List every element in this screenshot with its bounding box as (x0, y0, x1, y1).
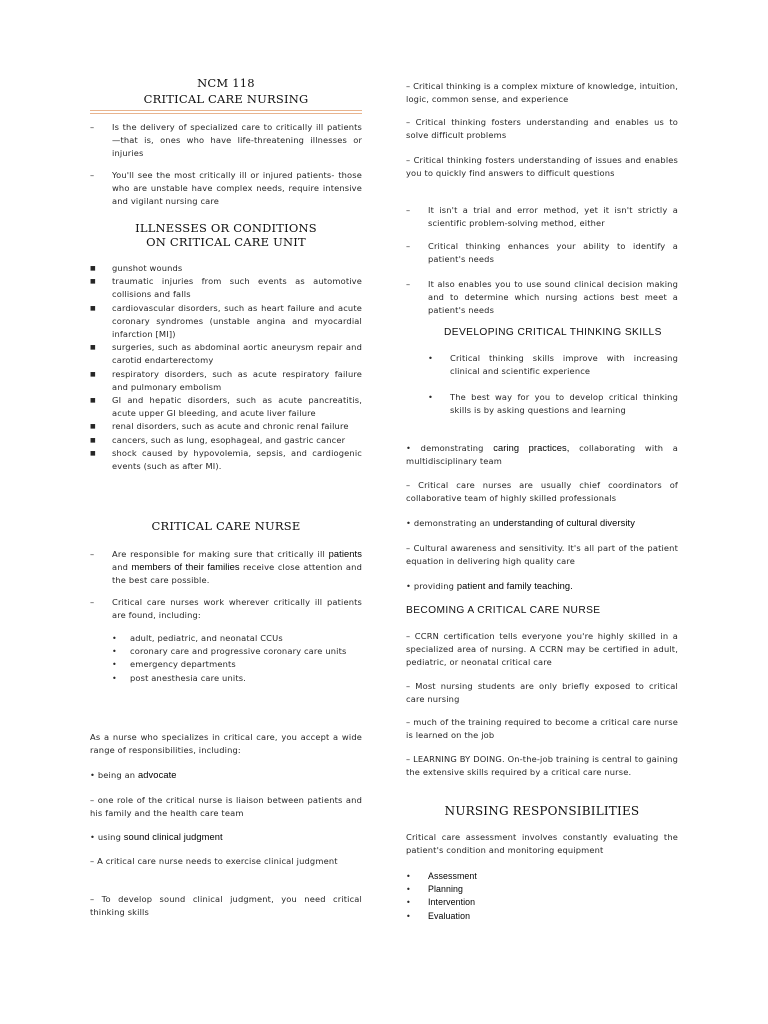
units-list (112, 632, 362, 685)
list-item: ■ shock caused by hypovolemia, sepsis, and cardiogenic events (such as after MI). (90, 447, 362, 473)
nurse-item: – Are responsible for making sure that critically ill patients and members of their families receive close attention and the best care possible. (90, 549, 362, 586)
assessment-text: Critical care assessment involves constantly evaluating the patient's condition and monitoring equipment (406, 832, 678, 856)
list-item: ■ respiratory disorders, such as acute respiratory failure and pulmonary embolism (90, 368, 362, 394)
list-item: • Planning (406, 884, 464, 895)
becoming-item: – Most nursing students are only briefly exposed to critical care nursing (406, 681, 678, 705)
demonstrating-caring: • demonstrating caring practices, collaborating with a multidisciplinary team (406, 443, 678, 467)
responsibilities-intro: As a nurse who specializes in critical care, you accept a wide range of responsibilities, including: (90, 732, 362, 756)
intro-item: – You'll see the most critically ill or injured patients- those who are unstable have complex needs, require intensive and vigilant nursing care (90, 170, 362, 207)
square-bullet-icon: ■ (90, 449, 96, 457)
nurse-item: – Critical care nurses work wherever critically ill patients are found, including: (90, 597, 362, 621)
list-item: • Evaluation (406, 910, 471, 921)
square-bullet-icon: ■ (90, 436, 96, 444)
developing-item: • The best way for you to develop critical thinking skills is by asking questions and learning (428, 392, 678, 416)
list-item: • post anesthesia care units. (112, 672, 246, 683)
ct-dash-item: – Critical thinking enhances your ability to identify a patient's needs (406, 241, 678, 265)
providing-teaching: • providing patient and family teaching. (406, 581, 573, 591)
becoming-item: – CCRN certification tells everyone you're highly skilled in a specialized area of nursing. A CCRN may be certified in adult, pediatric, or neonatal critical care (406, 631, 678, 668)
list-item: ■ GI and hepatic disorders, such as acute pancreatitis, acute upper GI bleeding, and acute liver failure (90, 394, 362, 420)
list-item: ■ cancers, such as lung, esophageal, and gastric cancer (90, 434, 362, 447)
square-bullet-icon: ■ (90, 304, 96, 312)
list-item: ■ surgeries, such as abdominal aortic aneurysm repair and carotid endarterectomy (90, 341, 362, 367)
ct-item: – Critical thinking is a complex mixture of knowledge, intuition, logic, common sense, and experience (406, 81, 678, 105)
list-item: ■ traumatic injuries from such events as automotive collisions and falls (90, 275, 362, 301)
conditions-heading-line1: ILLNESSES OR CONDITIONS (135, 221, 317, 235)
process-steps-list (406, 870, 678, 923)
liaison-text: – one role of the critical nurse is liaison between patients and his family and the health care team (90, 795, 362, 819)
coordinators-text: – Critical care nurses are usually chief coordinators of collaborative team of highly skilled professionals (406, 480, 678, 504)
square-bullet-icon: ■ (90, 278, 96, 286)
becoming-heading: BECOMING A CRITICAL CARE NURSE (406, 605, 601, 616)
ct-dash-item: – It also enables you to use sound clinical decision making and to determine which nursing actions best meet a patient's needs (406, 279, 678, 316)
becoming-item: – LEARNING BY DOING. On-the-job training is central to gaining the extensive skills required by a critical care nurse. (406, 754, 678, 778)
list-item: • coronary care and progressive coronary care units (112, 646, 347, 657)
intro-item: – Is the delivery of specialized care to critically ill patients—that is, ones who have life-threatening illnesses or injuries (90, 122, 362, 159)
title-divider (90, 110, 362, 114)
list-item: • Assessment (406, 871, 477, 881)
developing-heading: DEVELOPING CRITICAL THINKING SKILLS (444, 327, 662, 338)
using-judgment: • using sound clinical judgment (90, 832, 223, 842)
ct-item: – Critical thinking fosters understanding and enables us to solve difficult problems (406, 117, 678, 141)
list-item: ■ gunshot wounds (90, 262, 362, 275)
list-item: • Intervention (406, 897, 476, 908)
develop-judgment: – To develop sound clinical judgment, you need critical thinking skills (90, 894, 362, 918)
being-advocate: • being an advocate (90, 770, 177, 780)
square-bullet-icon: ■ (90, 397, 96, 405)
developing-item: • Critical thinking skills improve with increasing clinical and scientific experience (428, 353, 678, 377)
demonstrating-cultural: • demonstrating an understanding of cultural diversity (406, 518, 635, 528)
list-item: ■ cardiovascular disorders, such as heart failure and acute coronary syndromes (unstable angina and myocardial infarction [MI]) (90, 302, 362, 342)
list-item: • adult, pediatric, and neonatal CCUs (112, 633, 283, 643)
square-bullet-icon: ■ (90, 423, 96, 431)
course-code: NCM 118 (197, 76, 255, 90)
conditions-list (90, 262, 362, 473)
conditions-heading-line2: ON CRITICAL CARE UNIT (146, 235, 306, 249)
ct-item: – Critical thinking fosters understanding of issues and enables you to quickly find answers to difficult questions (406, 155, 678, 179)
critical-care-nurse-heading: CRITICAL CARE NURSE (151, 519, 301, 533)
becoming-item: – much of the training required to become a critical care nurse is learned on the job (406, 717, 678, 741)
cultural-awareness: – Cultural awareness and sensitivity. It's all part of the patient equation in delivering high quality care (406, 543, 678, 567)
list-item: ■ renal disorders, such as acute and chronic renal failure (90, 420, 362, 433)
exercise-judgment: – A critical care nurse needs to exercise clinical judgment (90, 856, 338, 866)
nursing-responsibilities-heading: NURSING RESPONSIBILITIES (444, 804, 640, 818)
list-item: • emergency departments (112, 659, 236, 670)
square-bullet-icon: ■ (90, 370, 96, 378)
square-bullet-icon: ■ (90, 265, 96, 272)
ct-dash-item: – It isn't a trial and error method, yet it isn't strictly a scientific problem-solving method, either (406, 205, 678, 229)
square-bullet-icon: ■ (90, 344, 96, 352)
course-title: CRITICAL CARE NURSING (143, 92, 309, 106)
